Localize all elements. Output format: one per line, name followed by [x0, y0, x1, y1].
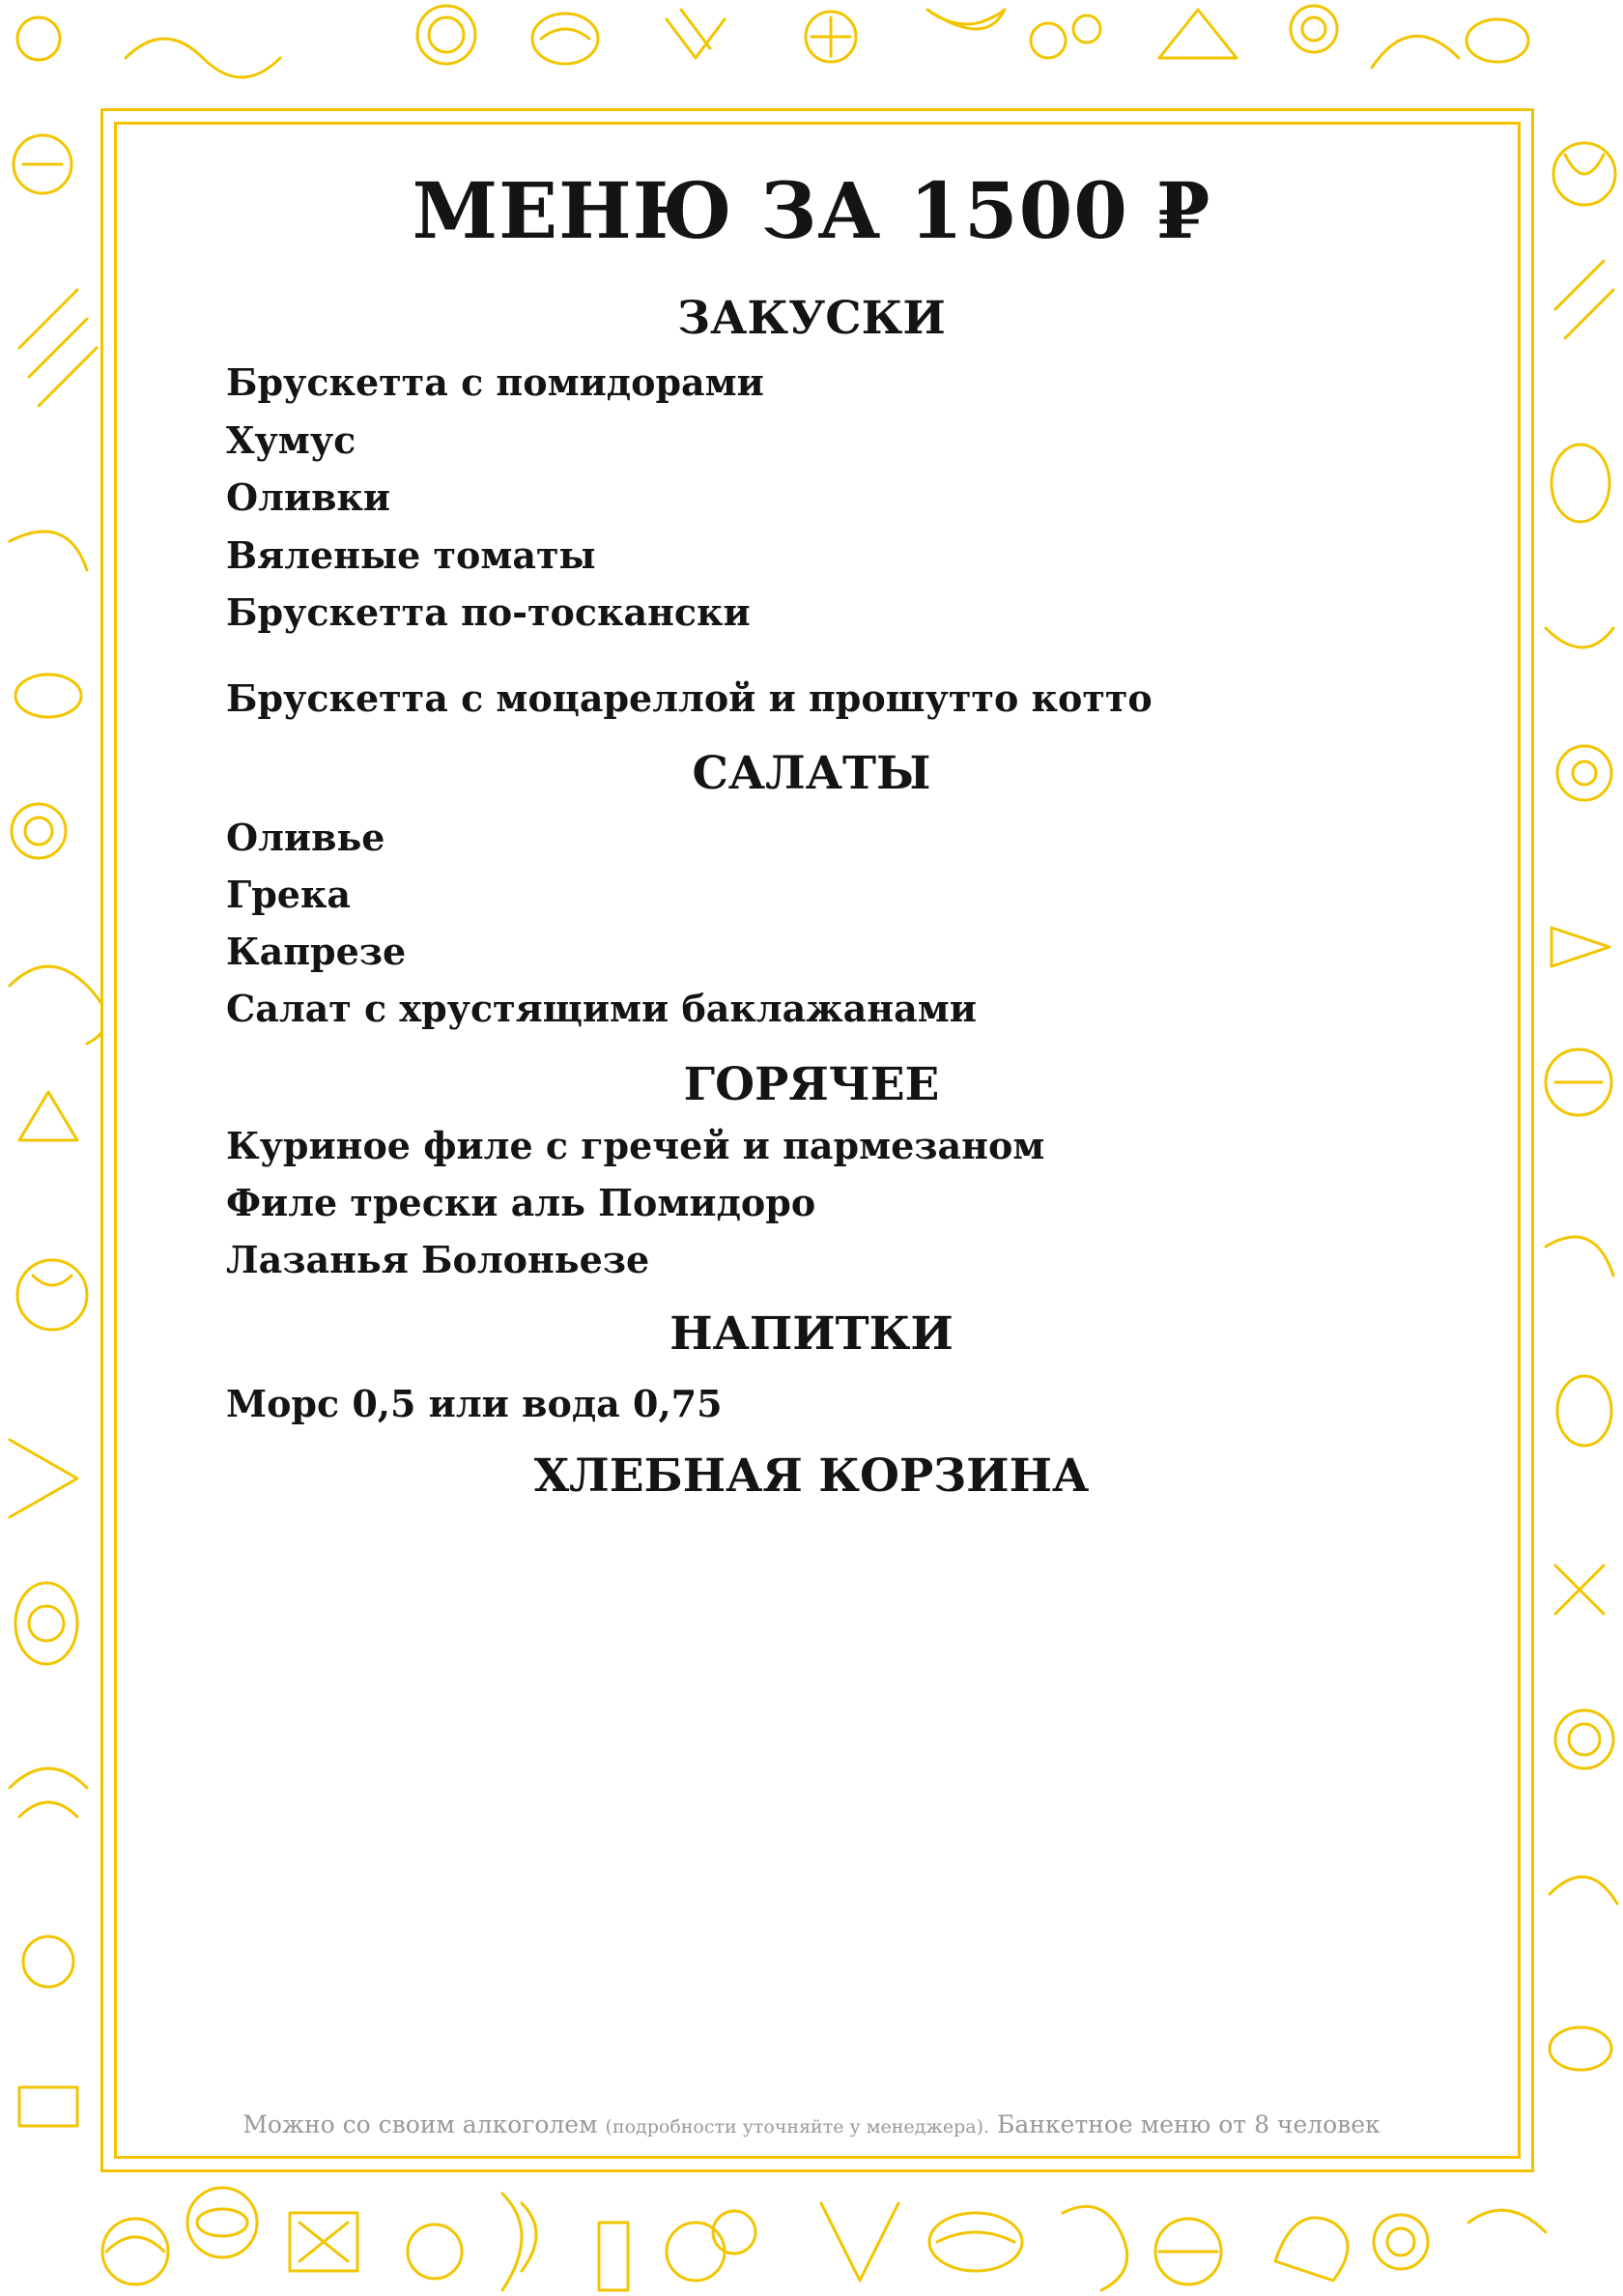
footnote-banquet-text: Банкетное меню от 8 человек: [996, 2110, 1381, 2138]
section-title-bread-basket: ХЛЕБНАЯ КОРЗИНА: [533, 1449, 1090, 1503]
menu-item: Салат с хрустящими баклажанами: [226, 987, 977, 1030]
section-title-hot-dishes: ГОРЯЧЕЕ: [683, 1058, 940, 1111]
section-title-appetizers: ЗАКУСКИ: [677, 292, 946, 345]
menu-item: Куриное филе с гречей и пармезаном: [226, 1124, 1045, 1167]
footnote-alcohol-text: Можно со своим алкоголем: [242, 2110, 598, 2138]
footnote-manager-note: (подробности уточняйте у менеджера).: [605, 2116, 990, 2138]
menu-title: МЕНЮ ЗА 1500 ₽: [412, 165, 1211, 256]
menu-item: Брускетта с моцареллой и прошутто котто: [226, 676, 1153, 720]
menu-item: Хумус: [226, 418, 356, 462]
menu-item: Вяленые томаты: [226, 533, 596, 577]
menu-item: Оливье: [226, 816, 385, 859]
menu-item: Брускетта с помидорами: [226, 360, 764, 404]
footnote: [0, 2112, 1623, 2137]
menu-item: Морс 0,5 или вода 0,75: [226, 1382, 723, 1425]
menu-item: Оливки: [226, 475, 391, 519]
menu-item: Лазанья Болоньезе: [226, 1238, 650, 1281]
section-title-drinks: НАПИТКИ: [669, 1307, 954, 1361]
menu-item: Брускетта по-тоскански: [226, 590, 751, 634]
section-title-salads: САЛАТЫ: [692, 747, 931, 800]
menu-item: Капрезе: [226, 930, 407, 973]
menu-item: Грека: [226, 873, 352, 916]
menu-item: Филе трески аль Помидоро: [226, 1181, 816, 1224]
